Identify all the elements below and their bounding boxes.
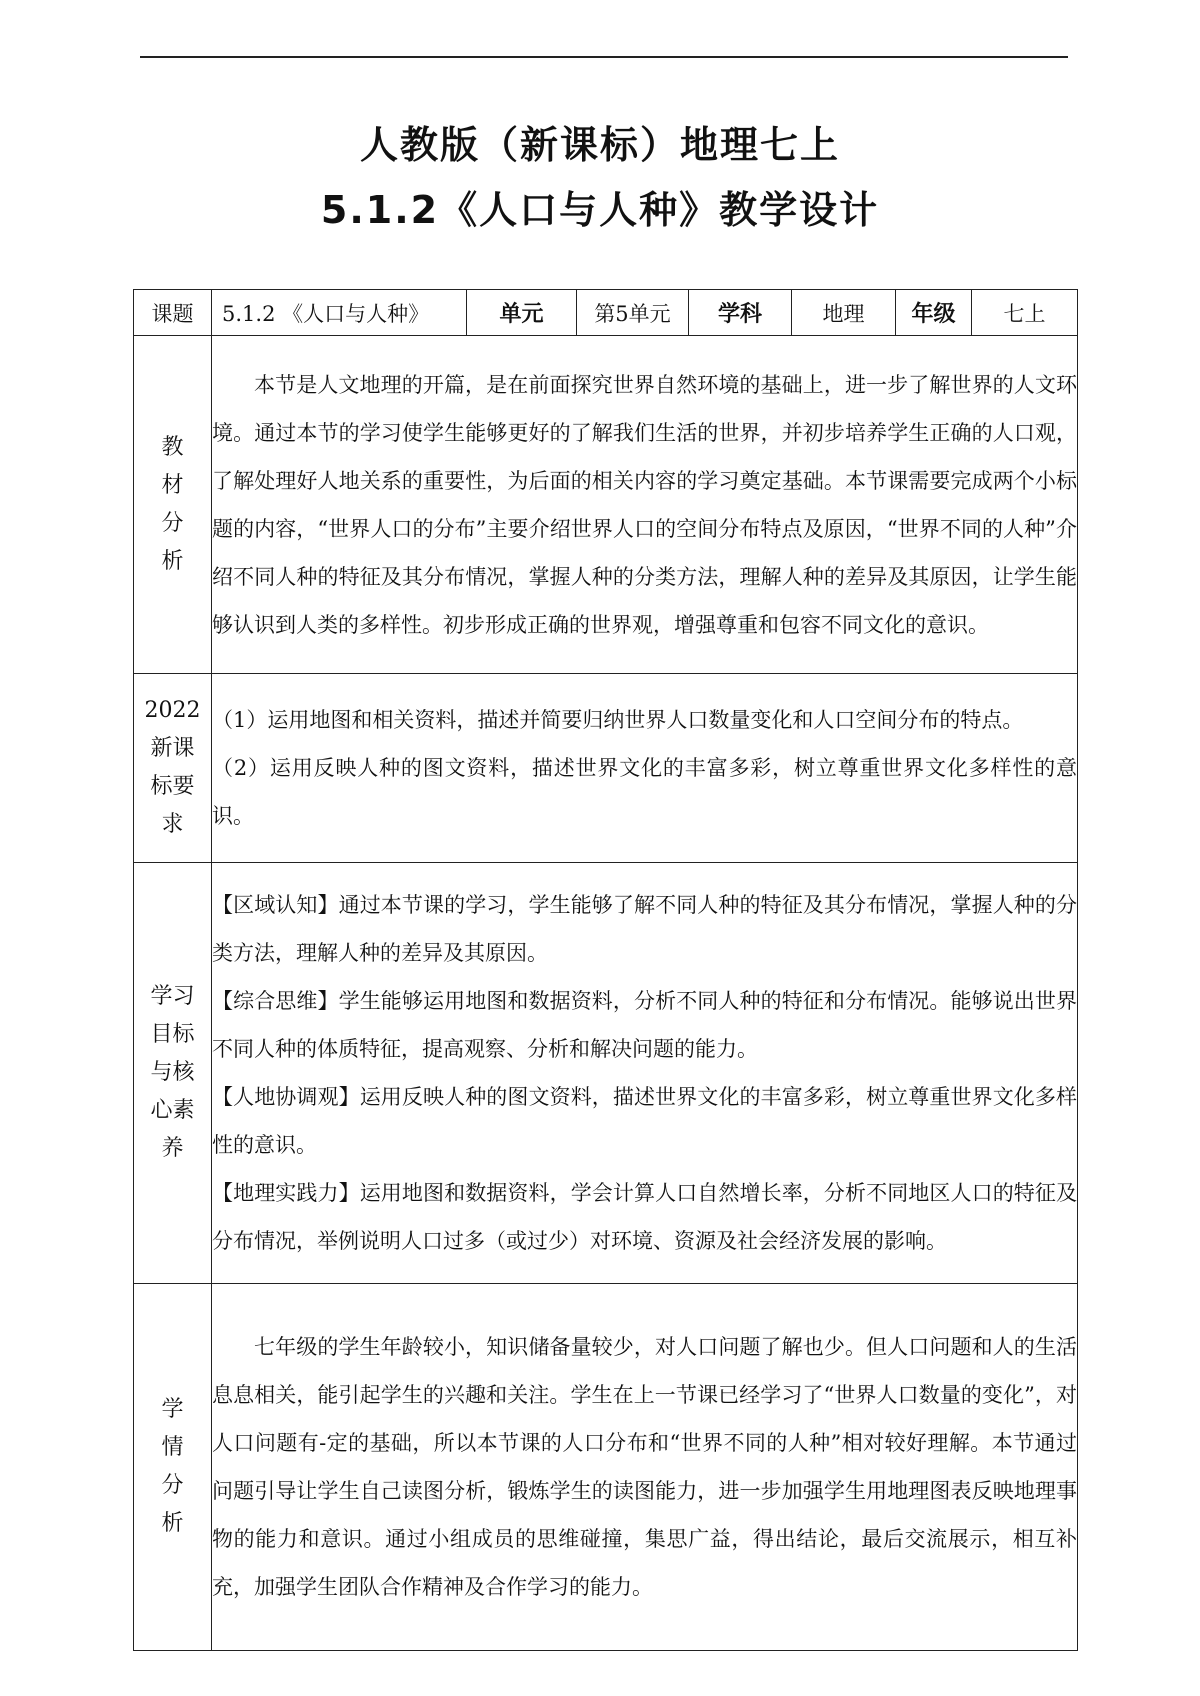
paragraph: 【区域认知】通过本节课的学习，学生能够了解不同人种的特征及其分布情况，掌握人种的分类方法，理解人种的差异及其原因。: [212, 893, 1077, 965]
teaching-design-table: [133, 289, 1078, 1651]
unit-value: 第5单元: [577, 290, 689, 336]
paragraph: 【人地协调观】运用反映人种的图文资料，描述世界文化的丰富多彩，树立尊重世界文化多样性的意识。: [212, 1085, 1077, 1157]
grade-label: 年级: [896, 290, 972, 336]
student-analysis-content: [212, 1284, 1078, 1651]
document-subtitle: 5.1.2《人口与人种》教学设计: [320, 188, 880, 232]
learning-objectives-label: 学习 目标 与核 心素 养: [134, 863, 212, 1284]
subject-label: 学科: [689, 290, 792, 336]
paragraph: 【地理实践力】运用地图和数据资料，学会计算人口自然增长率，分析不同地区人口的特征及分布情况，举例说明人口过多（或过少）对环境、资源及社会经济发展的影响。: [212, 1181, 1077, 1253]
textbook-analysis-label: 教 材 分 析: [134, 336, 212, 674]
top-rule: [140, 56, 1068, 58]
unit-label: 单元: [467, 290, 577, 336]
header-row: [134, 290, 1078, 336]
learning-objectives-row: [134, 863, 1078, 1284]
grade-value: 七上: [972, 290, 1078, 336]
subject-value: 地理: [792, 290, 896, 336]
textbook-analysis-row: [134, 336, 1078, 674]
document-title: 人教版（新课标）地理七上: [359, 123, 840, 167]
curriculum-standard-label: 2022 新课 标要 求: [134, 674, 212, 863]
paragraph: 七年级的学生年龄较小，知识储备量较少，对人口问题了解也少。但人口问题和人的生活息息相关，能引起学生的兴趣和关注。学生在上一节课已经学习了“世界人口数量的变化”，对人口问题有-定的基础，所以本节课的人口分布和“世界不同的人种”相对较好理解。本节通过问题引导让学生自己读图分析，锻炼学生的读图能力，进一步加强学生用地理图表反映地理事物的能力和意识。通过小组成员的思维碰撞，集思广益，得出结论，最后交流展示，相互补充，加强学生团队合作精神及合作学习的能力。: [212, 1335, 1077, 1599]
learning-objectives-content: [212, 863, 1078, 1284]
paragraph: （2）运用反映人种的图文资料，描述世界文化的丰富多彩，树立尊重世界文化多样性的意识。: [212, 756, 1077, 828]
paragraph: （1）运用地图和相关资料，描述并简要归纳世界人口数量变化和人口空间分布的特点。: [212, 708, 1024, 732]
topic-value: 5.1.2 《人口与人种》: [212, 290, 467, 336]
student-analysis-label: 学 情 分 析: [134, 1284, 212, 1651]
curriculum-standard-row: [134, 674, 1078, 863]
textbook-analysis-content: [212, 336, 1078, 674]
curriculum-standard-content: [212, 674, 1078, 863]
paragraph: 【综合思维】学生能够运用地图和数据资料，分析不同人种的特征和分布情况。能够说出世界不同人种的体质特征，提高观察、分析和解决问题的能力。: [212, 989, 1077, 1061]
student-analysis-row: [134, 1284, 1078, 1651]
topic-label: 课题: [134, 290, 212, 336]
paragraph: 本节是人文地理的开篇，是在前面探究世界自然环境的基础上，进一步了解世界的人文环境。通过本节的学习使学生能够更好的了解我们生活的世界，并初步培养学生正确的人口观，了解处理好人地关系的重要性，为后面的相关内容的学习奠定基础。本节课需要完成两个小标题的内容，“世界人口的分布”主要介绍世界人口的空间分布特点及原因，“世界不同的人种”介绍不同人种的特征及其分布情况，掌握人种的分类方法，理解人种的差异及其原因，让学生能够认识到人类的多样性。初步形成正确的世界观，增强尊重和包容不同文化的意识。: [212, 372, 1077, 637]
